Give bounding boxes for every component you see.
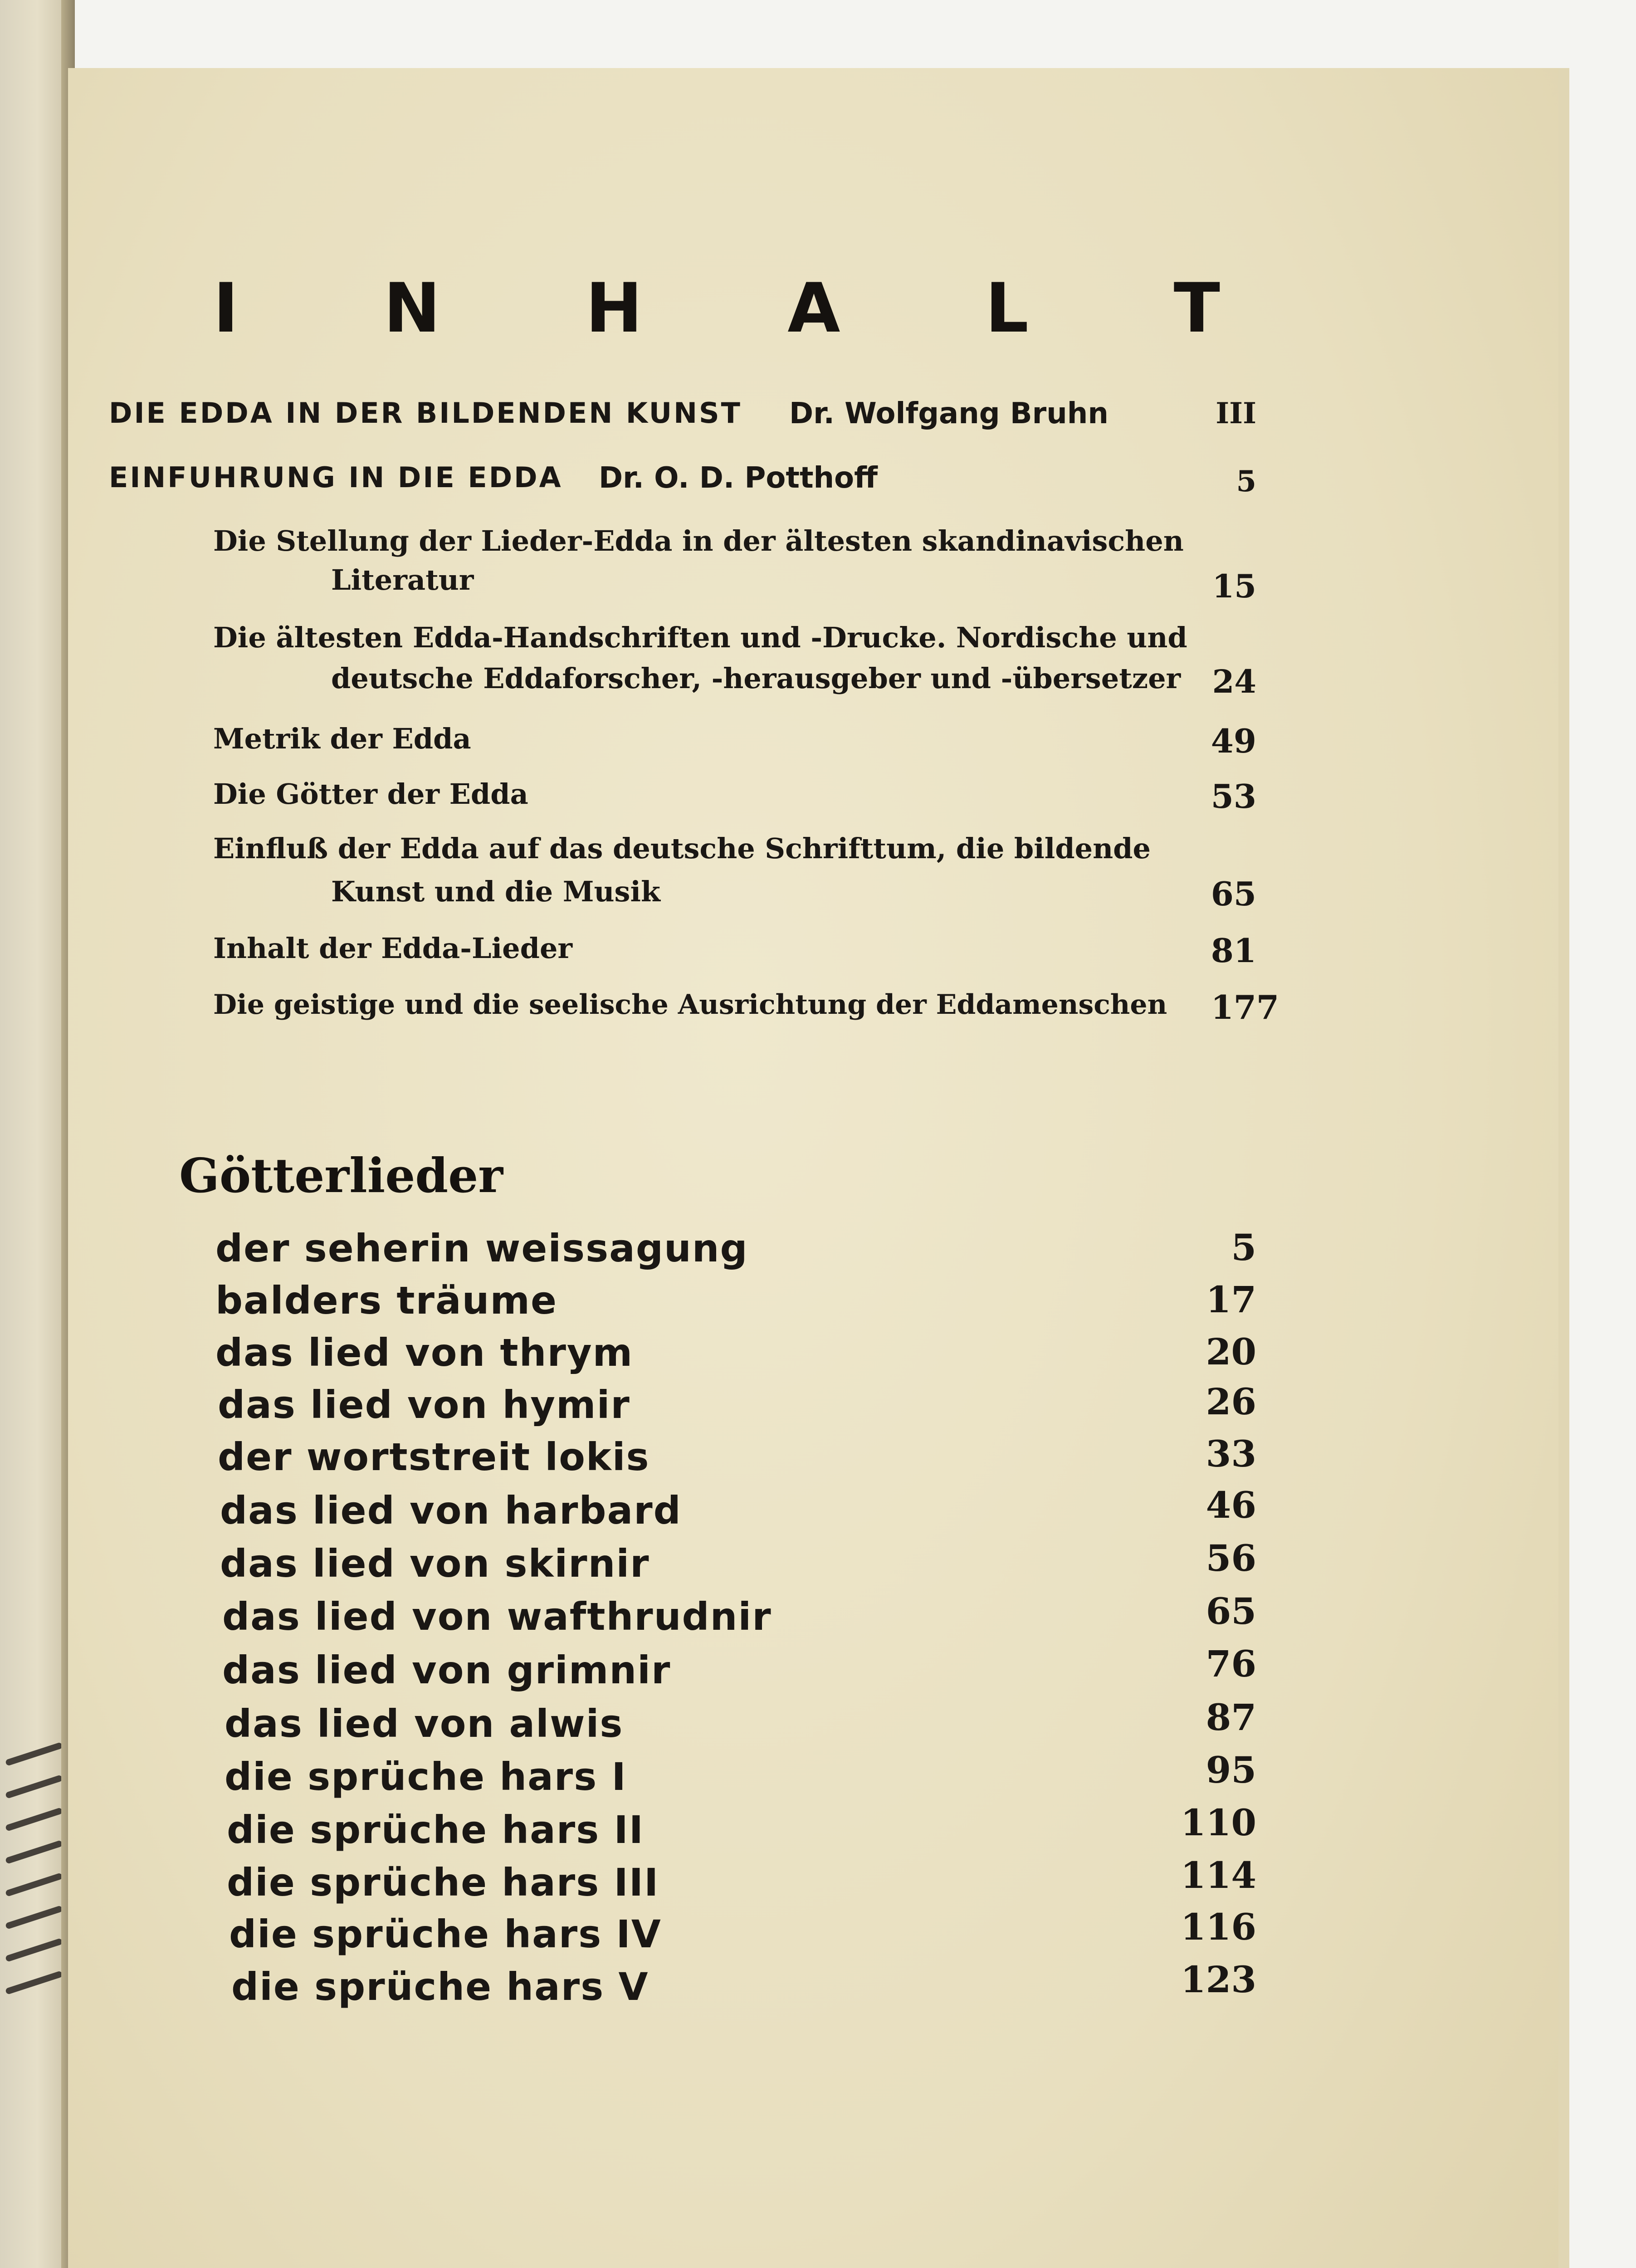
poem-title: die sprüche hars III [227,1860,659,1905]
page-number: 95 [1206,1749,1256,1791]
page-number: III [1216,396,1256,430]
title-letter: A [787,269,840,348]
poem-title: der wortstreit lokis [218,1435,650,1479]
page-number: 116 [1181,1906,1256,1948]
subsection-line: Literatur [331,563,474,596]
section-title: EINFUHRUNG IN DIE EDDA [109,461,563,494]
page-number: 46 [1206,1484,1256,1526]
poem-title: die sprüche hars V [231,1965,649,2009]
subsection-line: deutsche Eddaforscher, -herausgeber und -übersetzer [331,662,1181,695]
poem-title: das lied von thrym [215,1330,634,1375]
title-letter: L [985,269,1029,348]
title-letter: H [585,269,643,348]
page-number: 114 [1181,1854,1256,1897]
facing-page [0,0,68,2268]
page-number: 81 [1211,931,1256,970]
title-letter: N [383,269,441,348]
subsection-line: Einfluß der Edda auf das deutsche Schrifttum, die bildende [213,832,1151,865]
page-number: 76 [1206,1642,1256,1685]
page-number: 24 [1212,663,1256,700]
bleed-through-marks [5,1751,63,2059]
page-number: 65 [1211,875,1256,913]
page-number: 56 [1206,1537,1256,1579]
poem-title: das lied von grimnir [222,1648,671,1692]
subsection-line: Die Götter der Edda [213,777,528,811]
page-number: 20 [1206,1330,1256,1373]
section-title: DIE EDDA IN DER BILDENDEN KUNST [109,396,742,430]
page-number: 53 [1211,777,1256,816]
subsection-line: Die Stellung der Lieder-Edda in der ältesten skandinavischen [213,524,1184,557]
subsection-line: Die ältesten Edda-Handschriften und -Drucke. Nordische und [213,621,1187,654]
section-heading: Götterlieder [179,1148,503,1203]
subsection-line: Die geistige und die seelische Ausrichtung der Eddamenschen [213,989,1167,1021]
page-number: 87 [1206,1696,1256,1739]
poem-title: das lied von skirnir [220,1541,650,1586]
poem-title: die sprüche hars II [227,1808,644,1852]
section-author: Dr. Wolfgang Bruhn [789,397,1109,430]
poem-title: balders träume [215,1278,557,1323]
page-number: 65 [1206,1590,1256,1633]
poem-title: der seherin weissagung [215,1226,748,1271]
title-letter: I [213,269,239,348]
page-number: 5 [1231,1226,1256,1269]
poem-title: das lied von alwis [225,1701,624,1746]
page-number: 33 [1206,1432,1256,1475]
section-author: Dr. O. D. Potthoff [599,461,878,495]
page-number: 110 [1181,1801,1256,1844]
page-number: 15 [1212,567,1256,605]
poem-title: die sprüche hars I [225,1755,627,1799]
page-number: 17 [1206,1278,1256,1321]
subsection-line: Metrik der Edda [213,722,471,755]
poem-title: das lied von harbard [220,1488,682,1533]
page-title [213,259,1220,358]
page-number: 5 [1236,464,1256,499]
page-number: 177 [1211,988,1279,1026]
poem-title: das lied von hymir [218,1383,630,1427]
book-page [68,68,1569,2268]
page-number: 123 [1181,1958,1256,2001]
subsection-line: Inhalt der Edda-Lieder [213,932,573,965]
page-number: 26 [1206,1380,1256,1423]
title-letter: T [1173,269,1220,348]
poem-title: die sprüche hars IV [229,1912,662,1956]
subsection-line: Kunst und die Musik [331,875,660,908]
poem-title: das lied von wafthrudnir [222,1594,772,1639]
page-number: 49 [1211,722,1256,760]
